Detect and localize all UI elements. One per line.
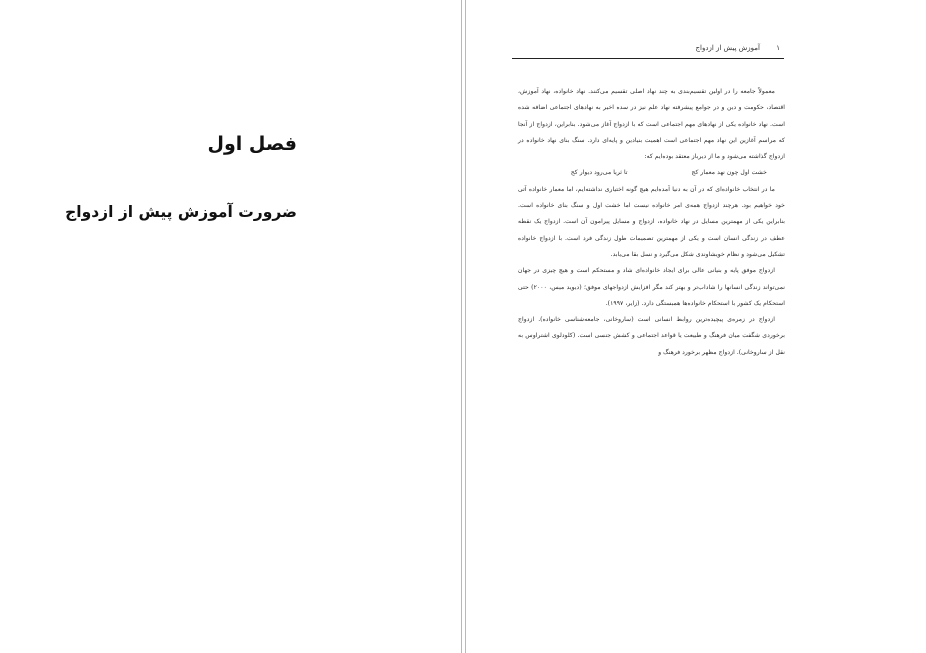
page-gutter-line (461, 0, 462, 653)
poem-hemistich: تا ثریا می‌رود دیوار کج (570, 169, 628, 177)
page-number: ۱ (776, 44, 780, 52)
paragraph: ازدواج در زمره‌ی پیچیده‌ترین روابط انسانی است (ساروخانی، جامعه‌شناسی خانواده). ازدواج برخوردی شگفت میان فرهنگ و طبیعت یا قواعد اجتماعی و کشش جنسی است. (کلودلوی اشتراوس به نقل از ساروخانی). ازدواج مظهر برخورد فرهنگ و (518, 316, 785, 356)
paragraph: ازدواج موفق پایه و بنیانی عالی برای ایجاد خانواده‌ای شاد و مستحکم است و هیچ چیزی در جهان نمی‌تواند زندگی انسانها را شاداب‌تر و بهتر کند مگر افزایش ازدواجهای موفق؛ (دیوید میس، ۲۰۰۰) حتی استحکام یک کشور با استحکام خانواده‌ها همبستگی دارد. (زایر، ۱۹۹۷). (518, 267, 785, 307)
poem-verse (518, 165, 785, 181)
header-rule (512, 58, 784, 59)
running-head-title: آموزش پیش از ازدواج (695, 44, 760, 52)
paragraph: ما در انتخاب خانواده‌ای که در آن به دنیا آمده‌ایم هیچ گونه اختیاری نداشته‌ایم، اما معمار خانواده آتی خود خواهیم بود. هرچند ازدواج همه‌ی امر خانواده نیست اما خشت اول و سنگ بنای خانواده است. بنابراین یکی از مهمترین مسایل در نهاد خانواده، ازدواج و مسایل پیرامون آن است. ازدواج یک نقطه عطف در زندگی انسان است و یکی از مهمترین تصمیمات طول زندگی فرد است. با ازدواج خانواده تشکیل می‌شود و نظام خویشاوندی شکل می‌گیرد و نسل بقا می‌یابد. (518, 185, 785, 258)
chapter-title: فصل اول (207, 133, 297, 155)
right-page (466, 0, 926, 653)
body-text (518, 84, 785, 361)
running-head (512, 41, 784, 57)
left-page (0, 0, 460, 653)
paragraph: معمولاً جامعه را در اولین تقسیم‌بندی به چند نهاد اصلی تقسیم می‌کنند. نهاد خانواده، نهاد آموزش، اقتصاد، حکومت و دین و در جوامع پیشرفته نهاد علم نیز در سده اخیر به نهادهای اجتماعی اضافه شده است. نهاد خانواده یکی از نهادهای مهم اجتماعی است که با ازدواج آغاز می‌شود. بنابراین، ازدواج از آنجا که مراسم آغازین این نهاد مهم اجتماعی است اهمیت بنیادین و پایه‌ای دارد. سنگ بنای نهاد خانواده در ازدواج گذاشته می‌شود و ما از دیرباز معتقد بوده‌ایم که: (518, 88, 785, 161)
chapter-subtitle: ضرورت آموزش پیش از ازدواج (65, 203, 297, 221)
poem-hemistich: خشت اول چون نهد معمار کج (691, 169, 767, 177)
